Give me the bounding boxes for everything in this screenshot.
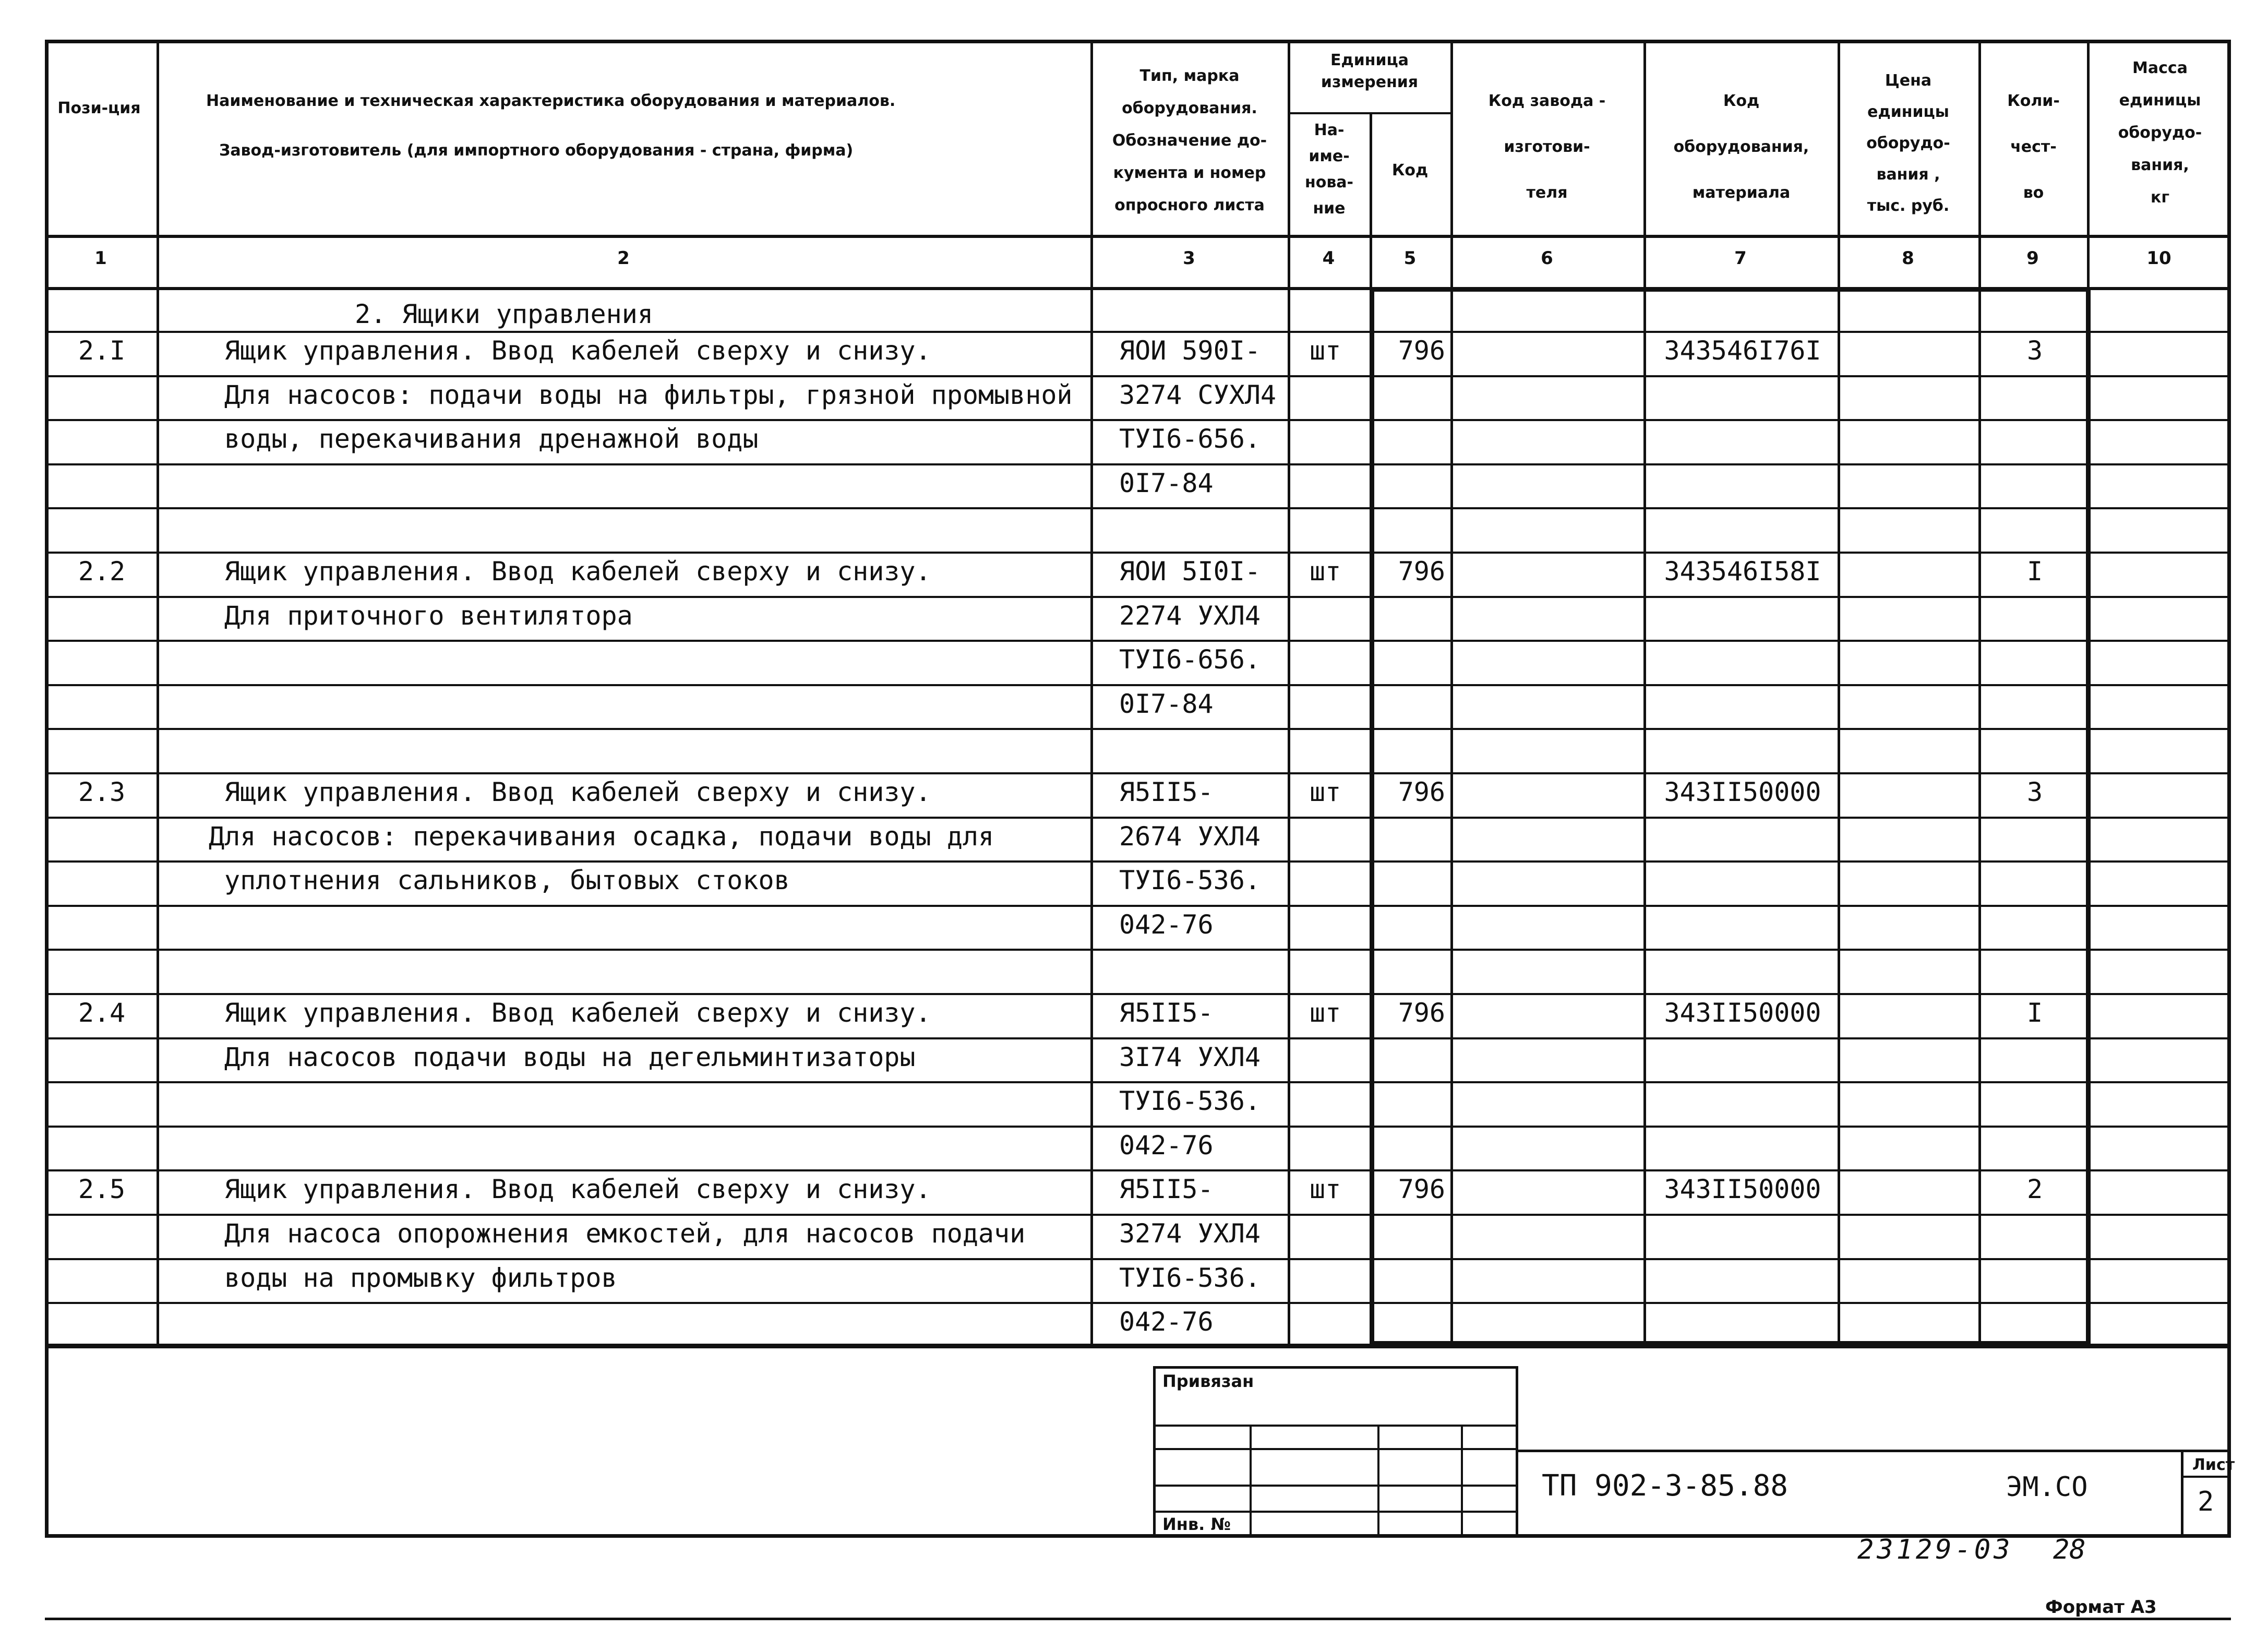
grid-line xyxy=(45,949,2231,951)
row-quantity: 3 xyxy=(2026,336,2043,366)
row-name: Ящик управления. Ввод кабелей сверху и снизу. xyxy=(224,336,931,366)
row-quantity: I xyxy=(2026,556,2043,587)
grid-line xyxy=(45,507,2231,509)
sheet-label: Лист xyxy=(2192,1456,2235,1474)
h8-line: оборудо- xyxy=(1866,134,1950,152)
column-number: 6 xyxy=(1541,248,1553,269)
h6-line: теля xyxy=(1526,184,1568,202)
row-name: Для насосов подачи воды на дегельминтизаторы xyxy=(224,1042,916,1072)
row-unit: шт xyxy=(1310,1174,1341,1205)
h10-line: единицы xyxy=(2119,91,2201,110)
column-number: 3 xyxy=(1183,248,1195,269)
h10-line: оборудо- xyxy=(2118,124,2202,142)
h4-line: име- xyxy=(1309,147,1350,165)
h45-line: Единица xyxy=(1330,51,1409,69)
row-name: Для насоса опорожнения емкостей, для насосов подачи xyxy=(224,1218,1026,1249)
row-name: уплотнения сальников, бытовых стоков xyxy=(224,865,790,896)
row-type: Я5II5- xyxy=(1119,777,1214,807)
row-type: 3I74 УХЛ4 xyxy=(1119,1042,1261,1072)
row-type: Я5II5- xyxy=(1119,1174,1214,1205)
row-unit: шт xyxy=(1310,777,1341,807)
column-number: 4 xyxy=(1322,248,1335,269)
row-unit-code: 796 xyxy=(1398,998,1445,1028)
grid-line xyxy=(1250,1425,1252,1534)
row-quantity: 2 xyxy=(2026,1174,2043,1205)
h6-line: изготови- xyxy=(1504,138,1590,156)
grid-line xyxy=(2181,1476,2231,1478)
column-number: 5 xyxy=(1403,248,1417,269)
h8-line: единицы xyxy=(1867,103,1949,121)
row-position: 2.4 xyxy=(78,998,126,1028)
row-equipment-code: 343546I76I xyxy=(1664,336,1821,366)
h7-line: материала xyxy=(1692,184,1791,202)
row-name: Для приточного вентилятора xyxy=(224,600,633,631)
row-unit-code: 796 xyxy=(1398,777,1445,807)
grid-line xyxy=(1450,40,1453,1344)
row-type: 3274 УХЛ4 xyxy=(1119,1218,1261,1249)
stamp-inv-label: Инв. № xyxy=(1162,1514,1231,1534)
row-equipment-code: 343II50000 xyxy=(1664,1174,1821,1205)
row-type: ТУI6-656. xyxy=(1119,424,1261,454)
row-name: воды на промывку фильтров xyxy=(224,1262,617,1293)
section-title: 2. Ящики управления xyxy=(355,299,653,329)
archive-page: 28 xyxy=(2053,1534,2086,1565)
h3-line: оборудования. xyxy=(1122,99,1257,117)
row-type: ЯОИ 5I0I- xyxy=(1119,556,1261,587)
row-type: ТУI6-536. xyxy=(1119,865,1261,896)
row-type: 2674 УХЛ4 xyxy=(1119,821,1261,852)
header-col5: Код xyxy=(1391,161,1429,180)
grid-line xyxy=(157,40,159,1344)
grid-line xyxy=(1516,1450,2231,1452)
row-equipment-code: 343II50000 xyxy=(1664,777,1821,807)
h10-line: кг xyxy=(2150,188,2170,207)
grid-line xyxy=(2181,1450,2183,1534)
row-position: 2.3 xyxy=(78,777,126,807)
row-name: Для насосов: перекачивания осадка, подачи воды для xyxy=(209,821,994,852)
grid-line xyxy=(1838,40,1840,1344)
row-unit: шт xyxy=(1310,998,1341,1028)
row-unit-code: 796 xyxy=(1398,336,1445,366)
h3-line: кумента и номер xyxy=(1113,164,1266,182)
grid-line xyxy=(1288,40,1290,1344)
format-label: Формат А3 xyxy=(2045,1597,2157,1618)
h9-line: чест- xyxy=(2010,138,2057,156)
row-unit: шт xyxy=(1310,336,1341,366)
h8-line: вания , xyxy=(1876,165,1940,184)
grid-line xyxy=(1643,40,1646,1344)
h8-line: тыс. руб. xyxy=(1867,197,1950,215)
row-type: 042-76 xyxy=(1119,909,1214,940)
row-equipment-code: 343546I58I xyxy=(1664,556,1821,587)
h3-line: Тип, марка xyxy=(1139,67,1240,85)
grid-line xyxy=(45,235,2231,238)
grid-line xyxy=(45,1618,2231,1620)
h7-line: оборудования, xyxy=(1673,138,1809,156)
stamp-attached-label: Привязан xyxy=(1162,1371,1254,1391)
h3-line: Обозначение до- xyxy=(1112,131,1267,150)
row-name: Ящик управления. Ввод кабелей сверху и снизу. xyxy=(224,1174,931,1205)
row-equipment-code: 343II50000 xyxy=(1664,998,1821,1028)
column-number: 1 xyxy=(94,248,107,269)
grid-line xyxy=(1978,40,1981,1344)
column-number: 2 xyxy=(617,248,630,269)
row-name: Ящик управления. Ввод кабелей сверху и снизу. xyxy=(224,777,931,807)
row-type: 0I7-84 xyxy=(1119,468,1214,498)
grid-line xyxy=(1377,1425,1379,1534)
h4-line: нова- xyxy=(1304,173,1354,192)
h4-line: На- xyxy=(1314,121,1345,139)
row-position: 2.2 xyxy=(78,556,126,587)
grid-line xyxy=(45,728,2231,730)
row-type: 042-76 xyxy=(1119,1130,1214,1161)
row-type: ЯОИ 590I- xyxy=(1119,336,1261,366)
header-col1: Пози-ция xyxy=(57,99,141,117)
h7-line: Код xyxy=(1723,92,1760,110)
row-type: ТУI6-656. xyxy=(1119,644,1261,675)
row-position: 2.5 xyxy=(78,1174,126,1205)
row-name: Ящик управления. Ввод кабелей сверху и снизу. xyxy=(224,998,931,1028)
document-suffix: ЭМ.СО xyxy=(2006,1471,2088,1503)
archive-number: 23129-03 xyxy=(1857,1534,2013,1565)
h3-line: опросного листа xyxy=(1114,196,1265,214)
column-number: 7 xyxy=(1734,248,1747,269)
column-number: 10 xyxy=(2146,248,2171,269)
column-number: 9 xyxy=(2026,248,2039,269)
row-quantity: I xyxy=(2026,998,2043,1028)
h9-line: Коли- xyxy=(2007,92,2060,110)
grid-line xyxy=(1153,1366,1516,1369)
h4-line: ние xyxy=(1313,199,1346,218)
row-name: Ящик управления. Ввод кабелей сверху и снизу. xyxy=(224,556,931,587)
grid-line xyxy=(45,1344,2231,1347)
grid-line xyxy=(1288,112,1450,114)
h6-line: Код завода - xyxy=(1488,92,1606,110)
document-code: ТП 902-3-85.88 xyxy=(1542,1469,1789,1503)
h45-line: измерения xyxy=(1321,73,1419,91)
grid-line xyxy=(1153,1366,1156,1534)
row-unit-code: 796 xyxy=(1398,1174,1445,1205)
row-quantity: 3 xyxy=(2026,777,2043,807)
row-type: 0I7-84 xyxy=(1119,688,1214,719)
thick-line xyxy=(1370,287,2089,292)
row-name: Для насосов: подачи воды на фильтры, грязной промывной xyxy=(224,379,1073,410)
row-name: воды, перекачивания дренажной воды xyxy=(224,424,759,454)
grid-line xyxy=(1090,40,1093,1344)
row-type: 042-76 xyxy=(1119,1307,1214,1337)
h9-line: во xyxy=(2023,184,2044,202)
h8-line: Цена xyxy=(1885,71,1932,90)
column-number: 8 xyxy=(1902,248,1914,269)
row-unit: шт xyxy=(1310,556,1341,587)
row-unit-code: 796 xyxy=(1398,556,1445,587)
sheet-number: 2 xyxy=(2198,1486,2214,1517)
row-type: 2274 УХЛ4 xyxy=(1119,600,1261,631)
row-type: ТУI6-536. xyxy=(1119,1086,1261,1117)
grid-line xyxy=(1461,1425,1463,1534)
row-type: ТУI6-536. xyxy=(1119,1262,1261,1293)
row-type: 3274 СУХЛ4 xyxy=(1119,379,1277,410)
header-col2-line1: Наименование и техническая характеристика оборудования и материалов. xyxy=(206,92,896,110)
h10-line: вания, xyxy=(2131,156,2189,174)
h10-line: Масса xyxy=(2132,59,2188,77)
header-col2-line2: Завод-изготовитель (для импортного оборудования - страна, фирма) xyxy=(219,141,854,160)
row-type: Я5II5- xyxy=(1119,998,1214,1028)
row-position: 2.I xyxy=(78,336,126,366)
